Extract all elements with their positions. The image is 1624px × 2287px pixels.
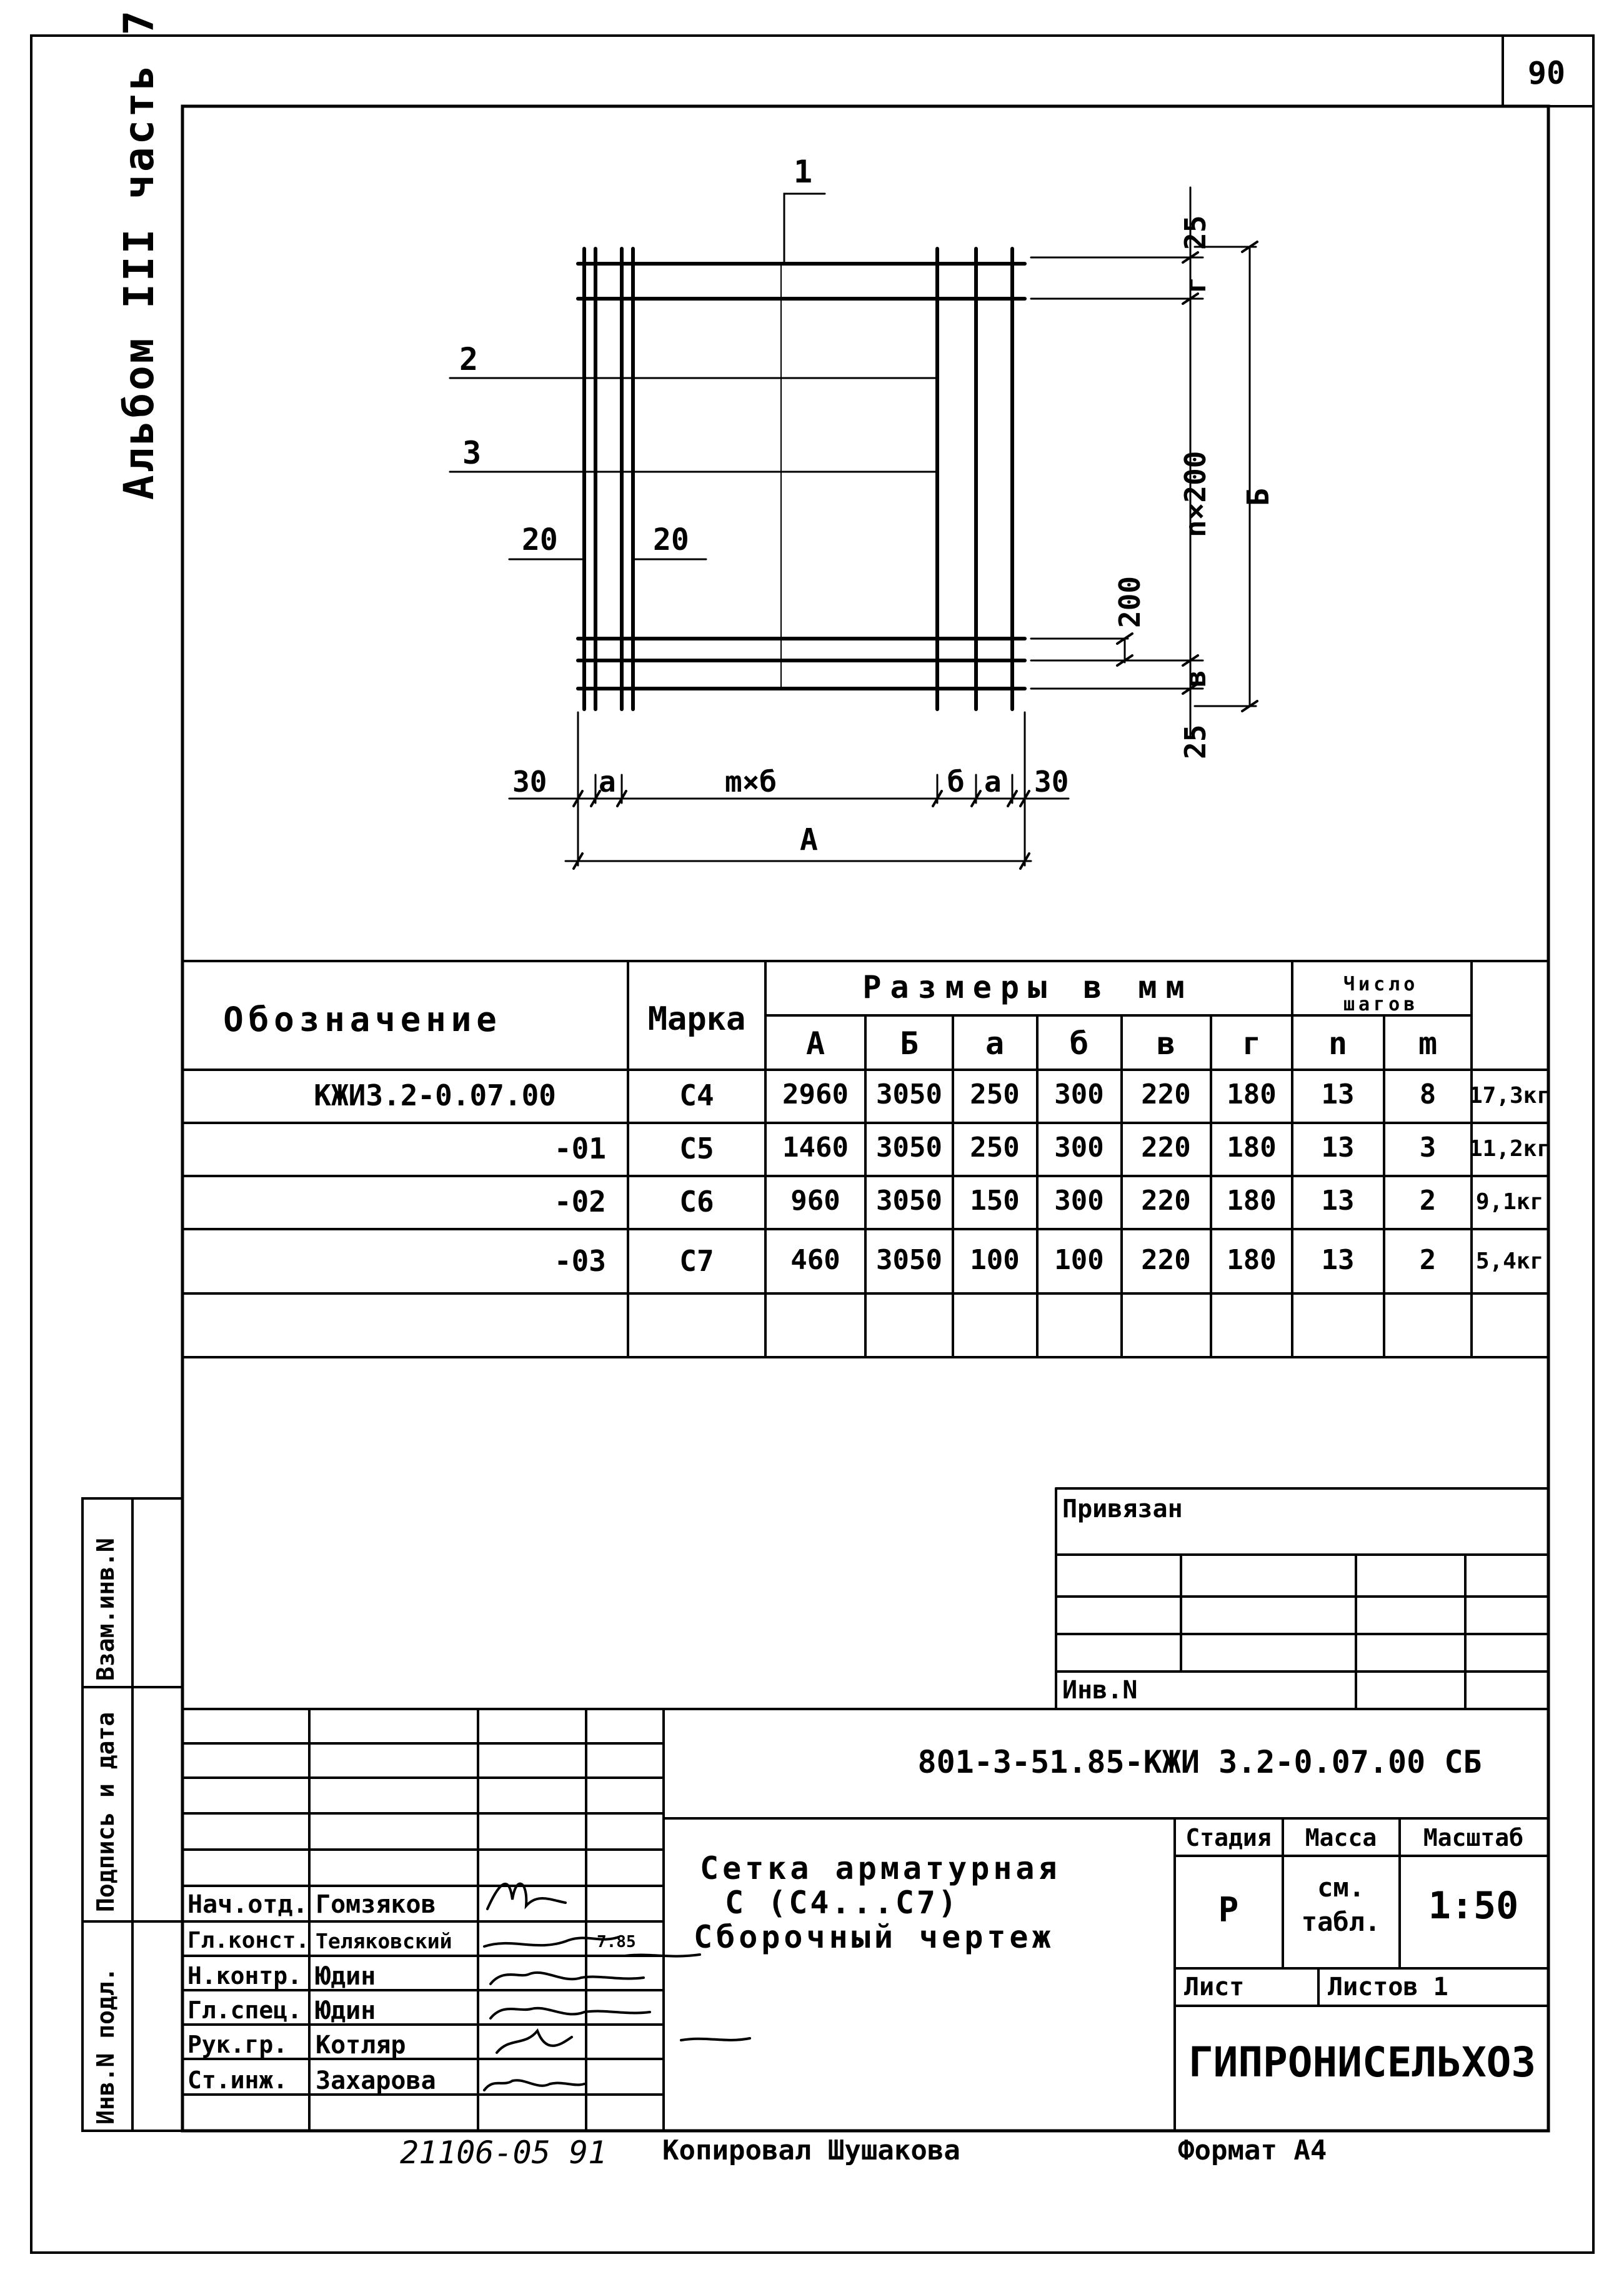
sub-header-b: б bbox=[1069, 1025, 1089, 1062]
row-v: 220 bbox=[1141, 1185, 1191, 1217]
privyazan-title: Привязан bbox=[1062, 1495, 1183, 1523]
group-steps-header: Число шагов bbox=[1343, 974, 1419, 1015]
row-v: 220 bbox=[1141, 1132, 1191, 1163]
row-mass: 5,4кг bbox=[1475, 1248, 1544, 1274]
title-line-3: Сборочный чертеж bbox=[694, 1919, 1055, 1955]
row-designation: -03 bbox=[554, 1244, 606, 1278]
dim-200: 200 bbox=[1113, 575, 1147, 628]
row-B: 3050 bbox=[876, 1185, 942, 1217]
col-designation-header: Обозначение bbox=[223, 1000, 502, 1039]
row-mark: С6 bbox=[679, 1185, 714, 1218]
dim-30-left: 30 bbox=[512, 765, 547, 799]
row-m: 2 bbox=[1419, 1244, 1437, 1276]
col-mark-header: Марка bbox=[647, 1000, 746, 1038]
document-code: 801-3-51.85-КЖИ 3.2-0.07.00 СБ bbox=[917, 1744, 1482, 1780]
mass-value-2: табл. bbox=[1301, 1906, 1381, 1937]
row-v: 220 bbox=[1141, 1079, 1191, 1110]
date-note: 7.85 bbox=[597, 1933, 636, 1951]
dim-m-x-b: m×б bbox=[725, 765, 777, 799]
sub-header-g: г bbox=[1242, 1025, 1262, 1062]
group-sizes-header: Размеры в мм bbox=[862, 969, 1193, 1005]
dim-left-20: 20 bbox=[522, 522, 558, 557]
row-A: 960 bbox=[790, 1185, 840, 1217]
row-designation: -01 bbox=[554, 1132, 606, 1165]
sub-header-v: в bbox=[1156, 1025, 1176, 1062]
stage-label: Стадия bbox=[1185, 1824, 1272, 1851]
title-line-2: С (С4...С7) bbox=[725, 1885, 960, 1921]
signature-stroke bbox=[681, 2038, 750, 2040]
organization-name: ГИПРОНИСЕЛЬХОЗ bbox=[1188, 2038, 1537, 2086]
row-mark: С5 bbox=[679, 1132, 714, 1165]
dim-bottom-25: 25 bbox=[1178, 724, 1212, 759]
dim-a-right: a bbox=[984, 765, 1002, 799]
position-1-label: 1 bbox=[794, 154, 813, 190]
sign-role-1: Нач.отд. bbox=[187, 1890, 308, 1919]
page-number: 90 bbox=[1527, 55, 1566, 91]
row-m: 2 bbox=[1419, 1185, 1437, 1217]
mass-value-1: см. bbox=[1317, 1872, 1365, 1903]
dim-b: б bbox=[947, 765, 965, 799]
mass-label: Масса bbox=[1305, 1824, 1377, 1851]
row-B: 3050 bbox=[876, 1244, 942, 1276]
sheets-label: Листов 1 bbox=[1328, 1973, 1448, 2001]
sign-name-3: Юдин bbox=[316, 1962, 376, 1991]
row-mass: 9,1кг bbox=[1475, 1189, 1544, 1215]
signature-zakharova bbox=[484, 2080, 584, 2090]
row-n: 13 bbox=[1321, 1132, 1355, 1163]
sub-header-n: n bbox=[1328, 1025, 1348, 1062]
sign-name-2: Теляковский bbox=[316, 1929, 452, 1953]
sign-name-5: Котляр bbox=[316, 2031, 406, 2060]
row-a: 250 bbox=[970, 1132, 1020, 1163]
side-stamp-podpis-data: Подпись и дата bbox=[92, 1712, 119, 1912]
row-mass: 11,2кг bbox=[1468, 1136, 1551, 1162]
dim-top-25: 25 bbox=[1178, 215, 1212, 250]
dim-g: г bbox=[1178, 276, 1212, 294]
row-g: 180 bbox=[1227, 1132, 1277, 1163]
sub-header-m: m bbox=[1418, 1025, 1438, 1062]
sign-role-6: Ст.инж. bbox=[187, 2066, 288, 2094]
row-designation: КЖИ3.2-0.07.00 bbox=[314, 1079, 556, 1112]
row-mark: С7 bbox=[679, 1244, 714, 1278]
dim-a-total: A bbox=[800, 822, 818, 857]
stage-value: Р bbox=[1218, 1890, 1239, 1930]
row-B: 3050 bbox=[876, 1132, 942, 1163]
side-stamp-inv-podl: Инв.N подл. bbox=[92, 1967, 119, 2125]
row-n: 13 bbox=[1321, 1185, 1355, 1217]
row-mass: 17,3кг bbox=[1468, 1083, 1551, 1109]
side-stamp-vzam-inv: Взам.инв.N bbox=[92, 1538, 119, 1681]
row-B: 3050 bbox=[876, 1079, 942, 1110]
position-2-label: 2 bbox=[459, 341, 479, 377]
row-A: 460 bbox=[790, 1244, 840, 1276]
scale-value: 1:50 bbox=[1428, 1884, 1519, 1928]
dim-30-right: 30 bbox=[1034, 765, 1069, 799]
row-m: 3 bbox=[1419, 1132, 1437, 1163]
sign-role-5: Рук.гр. bbox=[187, 2031, 288, 2058]
row-a: 250 bbox=[970, 1079, 1020, 1110]
paper-format: Формат А4 bbox=[1178, 2135, 1327, 2166]
dim-right-20: 20 bbox=[653, 522, 689, 557]
sub-header-B: Б bbox=[899, 1025, 919, 1062]
row-a: 150 bbox=[970, 1185, 1020, 1217]
album-label: Альбом III часть 7 bbox=[115, 7, 163, 500]
row-g: 180 bbox=[1227, 1244, 1277, 1276]
privyazan-inv-n: Инв.N bbox=[1062, 1676, 1138, 1705]
signature-kotlyar bbox=[497, 2031, 572, 2053]
row-mark: С4 bbox=[679, 1079, 714, 1112]
row-designation: -02 bbox=[554, 1185, 606, 1218]
position-3-label: 3 bbox=[462, 435, 482, 471]
sub-header-a: а bbox=[985, 1025, 1005, 1062]
sign-role-3: Н.контр. bbox=[187, 1962, 302, 1990]
row-a: 100 bbox=[970, 1244, 1020, 1276]
sheet-label: Лист bbox=[1184, 1973, 1245, 2001]
row-g: 180 bbox=[1227, 1185, 1277, 1217]
scale-label: Масштаб bbox=[1423, 1824, 1524, 1851]
row-n: 13 bbox=[1321, 1244, 1355, 1276]
row-m: 8 bbox=[1419, 1079, 1437, 1110]
row-g: 180 bbox=[1227, 1079, 1277, 1110]
row-b: 300 bbox=[1054, 1132, 1104, 1163]
sign-role-2: Гл.конст. bbox=[187, 1928, 310, 1953]
signature-yudin-2 bbox=[491, 2008, 650, 2018]
handwritten-number: 21106-05 91 bbox=[400, 2135, 607, 2171]
signature-yudin-1 bbox=[491, 1973, 644, 1984]
dim-b-total: Б bbox=[1241, 488, 1276, 506]
sign-name-6: Захарова bbox=[316, 2066, 436, 2095]
sub-header-A: А bbox=[805, 1025, 825, 1062]
signature-gomzyakov bbox=[487, 1884, 565, 1909]
sign-name-4: Юдин bbox=[316, 1996, 376, 2025]
row-A: 1460 bbox=[782, 1132, 849, 1163]
row-b: 300 bbox=[1054, 1079, 1104, 1110]
dim-a-left: a bbox=[599, 765, 616, 799]
sign-name-1: Гомзяков bbox=[316, 1890, 436, 1919]
dim-v: в bbox=[1178, 670, 1212, 687]
row-A: 2960 bbox=[782, 1079, 849, 1110]
copied-by: Копировал Шушакова bbox=[662, 2135, 960, 2166]
row-b: 100 bbox=[1054, 1244, 1104, 1276]
dim-n-x-200: n×200 bbox=[1178, 451, 1212, 537]
title-line-1: Сетка арматурная bbox=[700, 1850, 1061, 1886]
sign-role-4: Гл.спец. bbox=[187, 1996, 302, 2024]
row-n: 13 bbox=[1321, 1079, 1355, 1110]
row-v: 220 bbox=[1141, 1244, 1191, 1276]
row-b: 300 bbox=[1054, 1185, 1104, 1217]
signature-tail bbox=[625, 1955, 700, 1956]
